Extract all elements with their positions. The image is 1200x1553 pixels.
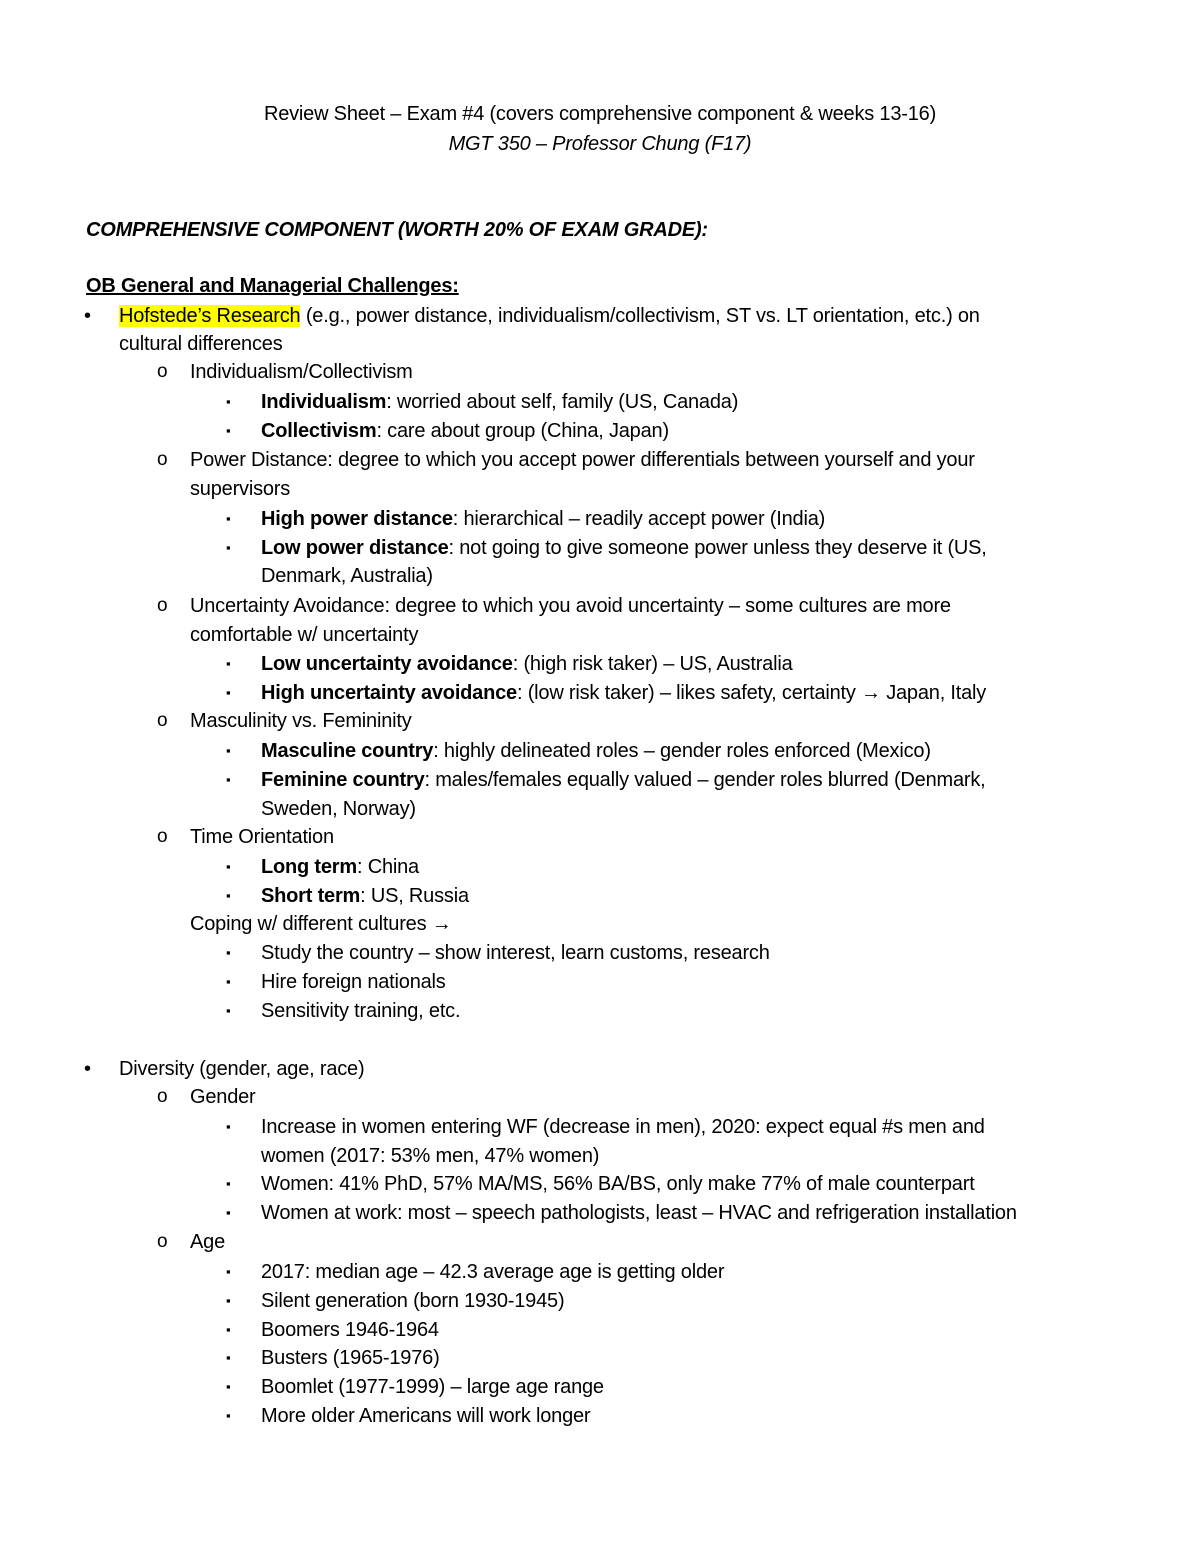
term: Long term — [261, 856, 357, 878]
square-marker: ▪ — [226, 685, 231, 700]
circle-marker: o — [157, 826, 168, 847]
list-item-cont: women (2017: 53% men, 47% women) — [261, 1145, 600, 1167]
diversity-heading: Diversity (gender, age, race) — [119, 1058, 365, 1080]
list-item: More older Americans will work longer — [261, 1405, 591, 1427]
term: Collectivism — [261, 420, 377, 442]
circle-marker: o — [157, 710, 168, 731]
hofstede-line — [119, 304, 980, 328]
list-item: Hire foreign nationals — [261, 971, 446, 993]
list-item: Sensitivity training, etc. — [261, 1000, 461, 1022]
square-marker: ▪ — [226, 1176, 231, 1191]
list-item — [261, 419, 669, 443]
definition: : (low risk taker) – likes safety, certainty → Japan, Italy — [516, 682, 987, 704]
square-marker: ▪ — [226, 394, 231, 409]
square-marker: ▪ — [226, 945, 231, 960]
term: Masculine country — [261, 740, 434, 762]
hofstede-text: (e.g., power distance, individualism/collectivism, ST vs. LT orientation, etc.) on — [300, 305, 980, 327]
square-marker: ▪ — [226, 743, 231, 758]
list-item: Silent generation (born 1930-1945) — [261, 1290, 565, 1312]
hofstede-cont: cultural differences — [119, 333, 283, 355]
list-item — [261, 855, 419, 879]
circle-marker: o — [157, 1231, 168, 1252]
list-item: Busters (1965-1976) — [261, 1347, 440, 1369]
square-marker: ▪ — [226, 974, 231, 989]
bullet-marker: • — [84, 305, 92, 327]
list-item — [261, 768, 986, 792]
term: Individualism — [261, 391, 387, 413]
square-marker: ▪ — [226, 888, 231, 903]
subsection-heading: OB General and Managerial Challenges: — [86, 275, 459, 297]
square-marker: ▪ — [226, 859, 231, 874]
list-item: Women: 41% PhD, 57% MA/MS, 56% BA/BS, only make 77% of male counterpart — [261, 1173, 975, 1195]
square-marker: ▪ — [226, 540, 231, 555]
circle-marker: o — [157, 1086, 168, 1107]
definition: : care about group (China, Japan) — [376, 420, 669, 442]
term: High uncertainty avoidance — [261, 682, 517, 704]
list-item — [261, 681, 986, 705]
section-heading: COMPREHENSIVE COMPONENT (WORTH 20% OF EXAM GRADE): — [86, 219, 708, 241]
square-marker: ▪ — [226, 511, 231, 526]
ind-col-heading: Individualism/Collectivism — [190, 361, 413, 383]
square-marker: ▪ — [226, 656, 231, 671]
square-marker: ▪ — [226, 772, 231, 787]
uncertainty-heading: Uncertainty Avoidance: degree to which you avoid uncertainty – some cultures are more — [190, 595, 951, 617]
masculinity-heading: Masculinity vs. Femininity — [190, 710, 412, 732]
square-marker: ▪ — [226, 1322, 231, 1337]
list-item — [261, 739, 931, 763]
bullet-marker: • — [84, 1058, 92, 1080]
square-marker: ▪ — [226, 1264, 231, 1279]
square-marker: ▪ — [226, 1379, 231, 1394]
term: Low uncertainty avoidance — [261, 653, 513, 675]
definition: : China — [356, 856, 419, 878]
age-heading: Age — [190, 1231, 225, 1253]
page-subtitle: MGT 350 – Professor Chung (F17) — [448, 133, 752, 155]
page-title: Review Sheet – Exam #4 (covers comprehensive component & weeks 13-16) — [263, 103, 937, 125]
square-marker: ▪ — [226, 1293, 231, 1308]
hofstede-highlight: Hofstede’s Research — [119, 305, 301, 327]
list-item — [261, 884, 469, 908]
definition: : males/females equally valued – gender roles blurred (Denmark, — [424, 769, 986, 791]
power-heading: Power Distance: degree to which you accept power differentials between yourself and your — [190, 449, 975, 471]
definition: : hierarchical – readily accept power (India) — [452, 508, 826, 530]
term: Low power distance — [261, 537, 449, 559]
square-marker: ▪ — [226, 1003, 231, 1018]
definition: : not going to give someone power unless they deserve it (US, — [448, 537, 987, 559]
gender-heading: Gender — [190, 1086, 256, 1108]
list-item: Increase in women entering WF (decrease in men), 2020: expect equal #s men and — [261, 1116, 985, 1138]
list-item — [261, 536, 987, 560]
list-item: Women at work: most – speech pathologists, least – HVAC and refrigeration installation — [261, 1202, 1017, 1224]
circle-marker: o — [157, 361, 168, 382]
square-marker: ▪ — [226, 1408, 231, 1423]
term: High power distance — [261, 508, 453, 530]
list-item-cont: Denmark, Australia) — [261, 565, 433, 587]
circle-marker: o — [157, 449, 168, 470]
time-heading: Time Orientation — [190, 826, 334, 848]
coping-heading: Coping w/ different cultures → — [190, 913, 452, 935]
definition: : (high risk taker) – US, Australia — [512, 653, 793, 675]
square-marker: ▪ — [226, 1350, 231, 1365]
square-marker: ▪ — [226, 1119, 231, 1134]
definition: : worried about self, family (US, Canada) — [386, 391, 739, 413]
list-item: Boomers 1946-1964 — [261, 1319, 439, 1341]
list-item: 2017: median age – 42.3 average age is getting older — [261, 1261, 725, 1283]
power-heading-cont: supervisors — [190, 478, 291, 500]
list-item-cont: Sweden, Norway) — [261, 798, 416, 820]
term: Feminine country — [261, 769, 425, 791]
list-item — [261, 652, 793, 676]
list-item: Boomlet (1977-1999) – large age range — [261, 1376, 604, 1398]
list-item — [261, 390, 738, 414]
square-marker: ▪ — [226, 1205, 231, 1220]
list-item: Study the country – show interest, learn customs, research — [261, 942, 770, 964]
list-item — [261, 507, 825, 531]
term: Short term — [261, 885, 361, 907]
definition: : US, Russia — [360, 885, 469, 907]
uncertainty-heading-cont: comfortable w/ uncertainty — [190, 624, 419, 646]
circle-marker: o — [157, 595, 168, 616]
square-marker: ▪ — [226, 423, 231, 438]
definition: : highly delineated roles – gender roles enforced (Mexico) — [433, 740, 931, 762]
